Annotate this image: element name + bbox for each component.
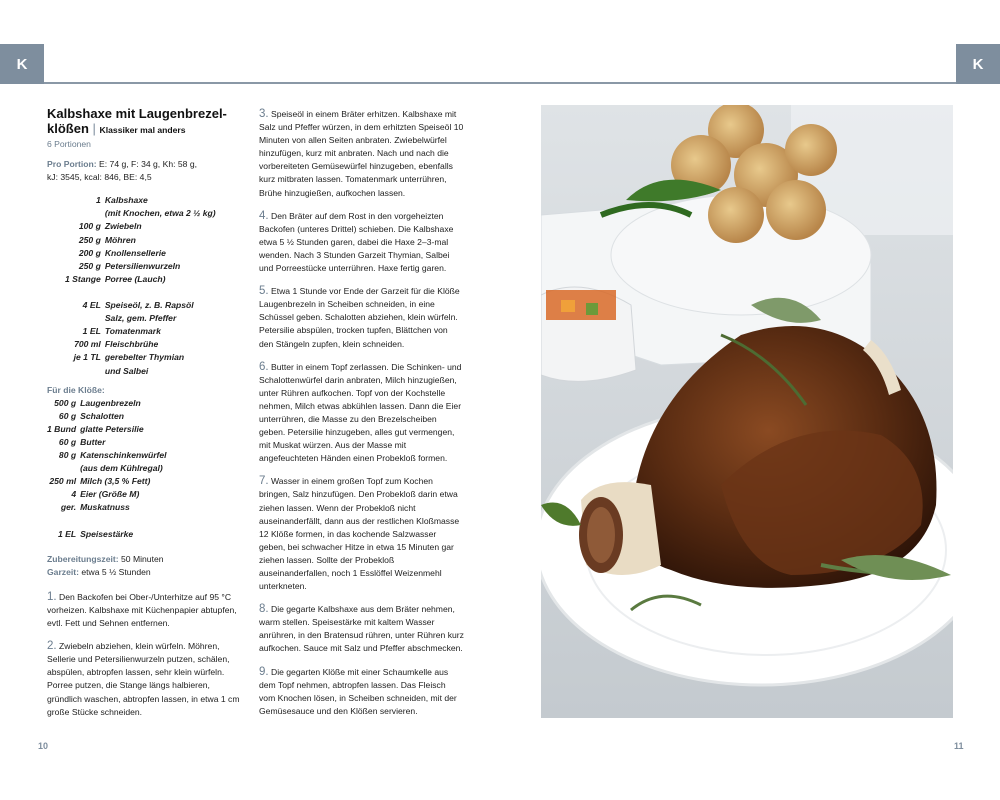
ingredient-row <box>47 397 167 410</box>
ingredient-row <box>65 312 216 325</box>
ingredient-row <box>65 365 216 378</box>
ingredient-row <box>47 515 167 528</box>
ingredient-list <box>65 194 216 377</box>
ingredient-item <box>105 286 216 299</box>
ingredient-item: Porree (Lauch) <box>104 273 166 284</box>
ingredient-item: Petersilienwurzeln <box>104 260 181 271</box>
ingredient-item: (mit Knochen, etwa 2 ½ kg) <box>104 208 216 219</box>
ingredient-amount <box>47 515 80 528</box>
ingredient-row <box>65 351 216 364</box>
step-text: Den Backofen bei Ober-/Unterhitze auf 95 °C vorheizen. Kalbshaxe mit Küchenpapier abtupfen, evtl. Fett und Sehnen entfernen. <box>47 591 237 629</box>
ingredient-row <box>65 247 216 260</box>
step-text: Zwiebeln abziehen, klein würfeln. Möhren, Sellerie und Petersilienwurzeln putzen, schälen, abspülen, abtropfen lassen, sehr klein würfeln. Porree putzen, die Stange längs halbieren, gründlich waschen, abtropfen lassen, in etwa 1 cm große Stücke schneiden. <box>47 641 240 717</box>
ingredient-amount: 250 g <box>78 260 101 271</box>
recipe-subtitle: Klassiker mal anders <box>99 125 186 135</box>
ingredient-amount: 1 Stange <box>65 273 101 284</box>
ingredient-amount: 1 EL <box>82 326 101 337</box>
ingredient-item: glatte Petersilie <box>80 423 144 434</box>
step-number: 3. <box>259 108 269 120</box>
ingredient-row <box>47 501 167 514</box>
cook-time-label: Garzeit: <box>47 566 79 577</box>
ingredient-amount: 200 g <box>78 247 101 258</box>
ingredient-amount <box>65 207 105 220</box>
step-text: Die gegarten Klöße mit einer Schaumkelle aus dem Topf nehmen, abtropfen lassen. Das Fleisch vom Knochen lösen, in Scheiben schneiden, mit der Gemüsesauce und den Klößen servieren. <box>259 666 457 716</box>
title-separator: | <box>92 121 96 136</box>
recipe-info-column <box>47 106 247 729</box>
step-text: Etwa 1 Stunde vor Ende der Garzeit für die Klöße Laugenbrezeln in Scheiben schneiden, in eine Schüssel geben. Schalotten abziehen, klein würfeln. Petersilie abspülen, trocken tupfen, Blättchen von den Stängeln zupfen, klein schneiden. <box>259 286 460 349</box>
ingredient-item: Butter <box>80 436 106 447</box>
ingredient-row <box>65 207 216 220</box>
ingredient-item: (aus dem Kühlregal) <box>80 463 163 474</box>
steps-part-1 <box>47 591 247 719</box>
ingredient-amount: 700 ml <box>74 339 101 350</box>
ingredient-amount: 1 <box>96 195 101 206</box>
ingredient-row <box>65 194 216 207</box>
ingredient-amount: 80 g <box>58 450 77 461</box>
ingredient-item: Katenschinkenwürfel <box>80 450 167 461</box>
ingredient-row <box>47 436 167 449</box>
ingredient-item: Laugenbrezeln <box>80 397 141 408</box>
servings: 6 Portionen <box>47 139 91 149</box>
ingredient-amount <box>47 462 80 475</box>
ingredient-amount <box>65 365 105 378</box>
instruction-step <box>259 210 464 275</box>
dumplings-heading: Für die Klöße: <box>47 384 105 395</box>
ingredient-item: Muskatnuss <box>80 502 130 513</box>
ingredient-amount <box>65 286 105 299</box>
ingredient-row <box>65 299 216 312</box>
ingredient-item <box>80 515 166 528</box>
recipe-title <box>47 106 247 138</box>
instruction-step <box>259 475 464 593</box>
ingredient-amount: 60 g <box>58 436 77 447</box>
cook-time-value: etwa 5 ½ Stunden <box>81 566 151 577</box>
step-text: Speiseöl in einem Bräter erhitzen. Kalbshaxe mit Salz und Pfeffer würzen, in dem erhitzten Speiseöl 10 Minuten von allen Seiten anbraten. Zwiebelwürfel hinzufügen, kurz mit anbraten. Nach und nach die vorbereiteten Gemüsewürfel hinzugeben, ebenfalls kurz mitbraten lassen. Tomatenmark unterrühren, Brühe hinzugießen, aufkochen lassen. <box>259 109 464 198</box>
instruction-step <box>47 640 247 719</box>
step-text: Die gegarte Kalbshaxe aus dem Bräter nehmen, warm stellen. Speisestärke mit kaltem Wasser anrühren, in den Bratensud rühren, unter Rühren kurz aufkochen. Sauce mit Salz und Pfeffer abschmecken. <box>259 604 464 654</box>
dumpling-ingredient-list <box>47 397 167 541</box>
ingredient-item: Zwiebeln <box>104 221 142 232</box>
ingredient-item: Speisestärke <box>80 528 134 539</box>
ingredient-row <box>65 286 216 299</box>
ingredient-row <box>65 220 216 233</box>
step-number: 4. <box>259 209 269 222</box>
ingredient-row <box>65 325 216 338</box>
nutrition-line-1: E: 74 g, F: 34 g, Kh: 58 g, <box>99 159 197 170</box>
step-text: Butter in einem Topf zerlassen. Die Schinken- und Schalottenwürfel darin anbraten, Milch hinzugießen, unter Rühren aufkochen. Topf von der Kochstelle nehmen, Milch etwas abkühlen lassen. Dann die Eier unterrühren, die Masse zu den Brezelscheiben geben. Petersilie hinzugeben, alles gut vermengen, mit Muskat würzen. Aus der Masse mit angefeuchteten Händen einen Probekloß formen. <box>259 361 462 464</box>
ingredient-row <box>65 273 216 286</box>
instruction-step <box>259 285 464 350</box>
roast-veal-shank-image <box>541 105 953 718</box>
instruction-step <box>259 361 464 466</box>
chapter-tab-right: K <box>956 44 1000 84</box>
times <box>47 553 247 579</box>
ingredient-amount: 60 g <box>58 410 77 421</box>
step-number: 7. <box>259 475 269 488</box>
page-number-left: 10 <box>38 741 49 751</box>
nutrition-label: Pro Portion: <box>47 159 97 170</box>
title-line-2: klößen <box>47 121 89 136</box>
ingredient-item: Knollensellerie <box>104 247 166 258</box>
ingredient-amount: 100 g <box>78 221 101 232</box>
ingredient-amount: 250 ml <box>49 476 77 487</box>
ingredient-amount: 500 g <box>54 397 77 408</box>
ingredient-row <box>47 528 167 541</box>
ingredient-amount: 4 <box>71 489 77 500</box>
ingredient-item: Eier (Größe M) <box>80 489 140 500</box>
ingredient-item: Möhren <box>104 234 136 245</box>
ingredient-item: Kalbshaxe <box>104 195 148 206</box>
ingredient-row <box>65 338 216 351</box>
step-number: 1. <box>47 590 57 603</box>
ingredient-amount: 1 EL <box>57 528 77 539</box>
instruction-step <box>259 603 464 655</box>
step-number: 8. <box>259 603 269 616</box>
dish-photo <box>541 105 953 718</box>
step-number: 5. <box>259 285 269 298</box>
ingredient-row <box>47 488 167 501</box>
ingredient-amount: 1 Bund <box>47 423 77 434</box>
ingredient-row <box>47 449 167 462</box>
ingredient-item: Milch (3,5 % Fett) <box>80 476 151 487</box>
prep-time-label: Zubereitungszeit: <box>47 553 119 564</box>
page-number-right: 11 <box>954 741 964 751</box>
ingredient-amount <box>65 312 105 325</box>
ingredient-row <box>47 462 167 475</box>
chapter-tab-left: K <box>0 44 44 84</box>
step-text: Wasser in einem großen Topf zum Kochen bringen, Salz hinzufügen. Den Probekloß darin etwa ziehen lassen. Wenn der Probekloß nicht auseinanderfällt, dann aus der restlichen Kloßmasse 12 Klöße formen, in das kochende Salzwasser geben, bei schwacher Hitze in etwa 15 Minuten gar ziehen lassen. Sollte der Probekloß auseinanderfallen, noch 1 Esslöffel Weizenmehl unterkneten. <box>259 476 460 592</box>
nutrition-line-2: kJ: 3545, kcal: 846, BE: 4,5 <box>47 172 152 183</box>
ingredient-row <box>47 475 167 488</box>
header-rule <box>0 82 1000 84</box>
ingredient-amount: je 1 TL <box>73 352 101 363</box>
ingredient-amount: ger. <box>60 502 77 513</box>
step-number: 9. <box>259 665 269 678</box>
ingredient-item: und Salbei <box>104 365 149 376</box>
step-number: 2. <box>47 640 57 653</box>
ingredient-item: Tomatenmark <box>104 326 161 337</box>
title-line-1: Kalbshaxe mit Laugenbrezel- <box>47 106 227 121</box>
ingredient-amount: 250 g <box>78 234 101 245</box>
ingredient-item: Fleischbrühe <box>104 339 159 350</box>
ingredient-item: Schalotten <box>80 410 125 421</box>
ingredient-item: Speiseöl, z. B. Rapsöl <box>104 300 194 311</box>
ingredient-row <box>65 260 216 273</box>
steps-part-2 <box>259 108 464 728</box>
ingredient-amount: 4 EL <box>82 300 101 311</box>
ingredient-item: gerebelter Thymian <box>104 352 185 363</box>
prep-time-value: 50 Minuten <box>121 553 164 564</box>
ingredient-row <box>47 423 167 436</box>
ingredient-row <box>65 234 216 247</box>
step-number: 6. <box>259 360 269 373</box>
instruction-step <box>47 591 247 630</box>
step-text: Den Bräter auf dem Rost in den vorgeheizten Backofen (unteres Drittel) schieben. Die Kalbshaxe etwa 5 ½ Stunden garen, dabei die Haxe 2–3-mal wenden. Nach 3 Stunden Garzeit Thymian, Salbei und Porreestücke unterrühren. Haxe fertig garen. <box>259 210 454 274</box>
instruction-step <box>259 666 464 718</box>
ingredient-row <box>47 410 167 423</box>
nutrition-info <box>47 158 247 184</box>
instruction-step <box>259 108 464 200</box>
ingredient-item: Salz, gem. Pfeffer <box>104 313 177 324</box>
